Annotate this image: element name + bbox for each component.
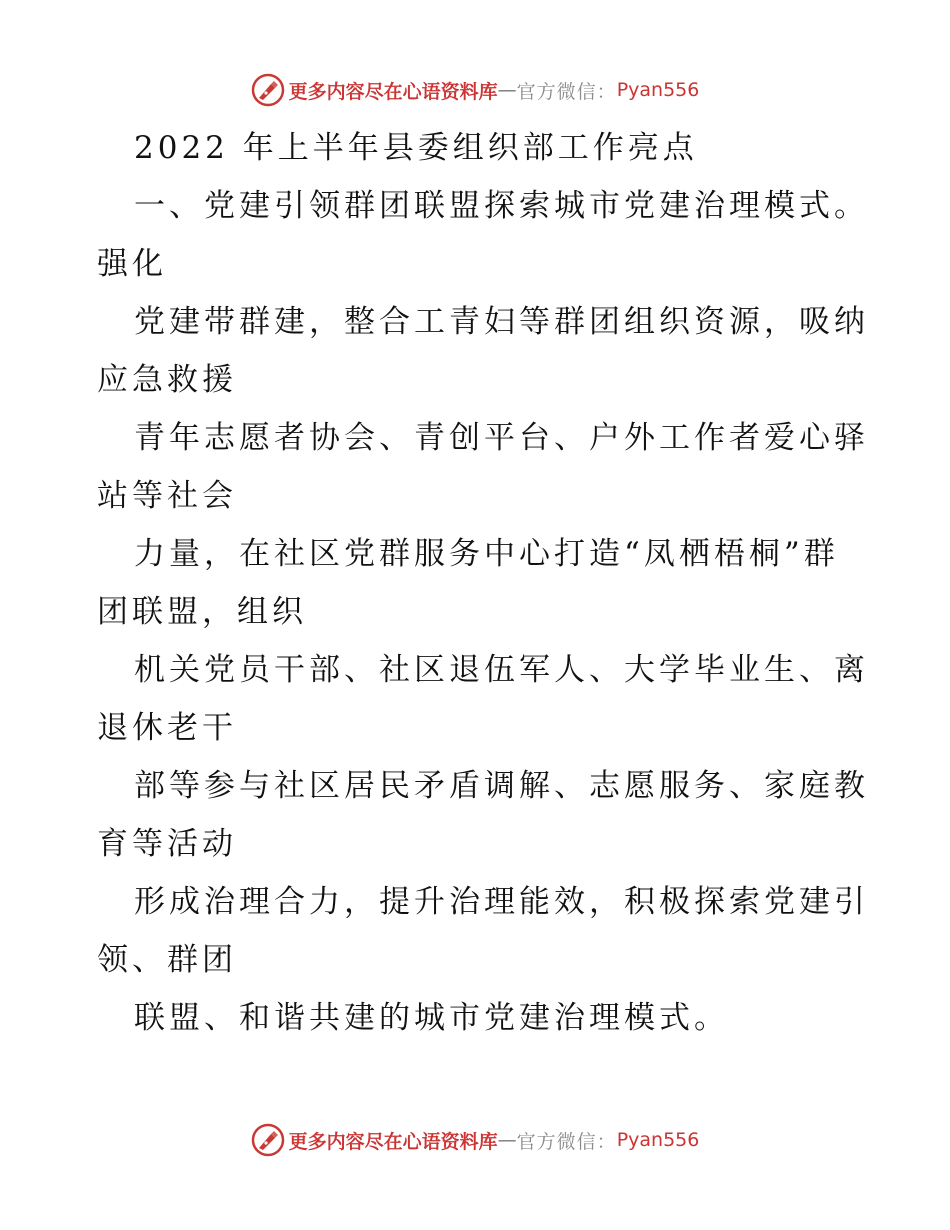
banner-text — [289, 77, 700, 104]
banner-lead-text: 更多内容尽在心语资料库 — [288, 80, 498, 103]
document-line-8: 团联盟，组织 — [97, 594, 307, 630]
fountain-pen-logo-icon — [251, 1123, 285, 1157]
top-banner — [0, 70, 950, 110]
document-line-2: 强化 — [97, 246, 167, 282]
document-line-12: 育等活动 — [97, 826, 237, 862]
banner-label-text: 官方微信： — [516, 1130, 617, 1153]
document-line-14: 领、群团 — [97, 942, 237, 978]
document-line-10: 退休老干 — [97, 710, 237, 746]
document-line-3: 党建带群建，整合工青妇等群团组织资源，吸纳 — [134, 304, 869, 340]
document-line-9: 机关党员干部、社区退伍军人、大学毕业生、离 — [134, 652, 869, 688]
document-title: 2022 年上半年县委组织部工作亮点 — [134, 130, 698, 166]
banner-id-text: Pyan556 — [616, 1129, 700, 1151]
document-line-4: 应急救援 — [97, 362, 237, 398]
fountain-pen-logo-icon — [251, 73, 285, 107]
document-line-6: 站等社会 — [97, 478, 237, 514]
document-line-7: 力量，在社区党群服务中心打造“凤栖梧桐”群 — [134, 536, 839, 572]
banner-separator: — — [497, 79, 517, 101]
banner-separator: — — [497, 1129, 517, 1151]
document-line-15: 联盟、和谐共建的城市党建治理模式。 — [134, 1000, 729, 1036]
document-line-5: 青年志愿者协会、青创平台、户外工作者爱心驿 — [134, 420, 869, 456]
banner-lead-text: 更多内容尽在心语资料库 — [288, 1130, 498, 1153]
bottom-banner — [0, 1120, 950, 1160]
banner-id-text: Pyan556 — [616, 79, 700, 101]
document-line-11: 部等参与社区居民矛盾调解、志愿服务、家庭教 — [134, 768, 869, 804]
banner-label-text: 官方微信： — [516, 80, 617, 103]
document-line-1: 一、党建引领群团联盟探索城市党建治理模式。 — [134, 188, 869, 224]
banner-text — [289, 1127, 700, 1154]
document-line-13: 形成治理合力，提升治理能效，积极探索党建引 — [134, 884, 869, 920]
